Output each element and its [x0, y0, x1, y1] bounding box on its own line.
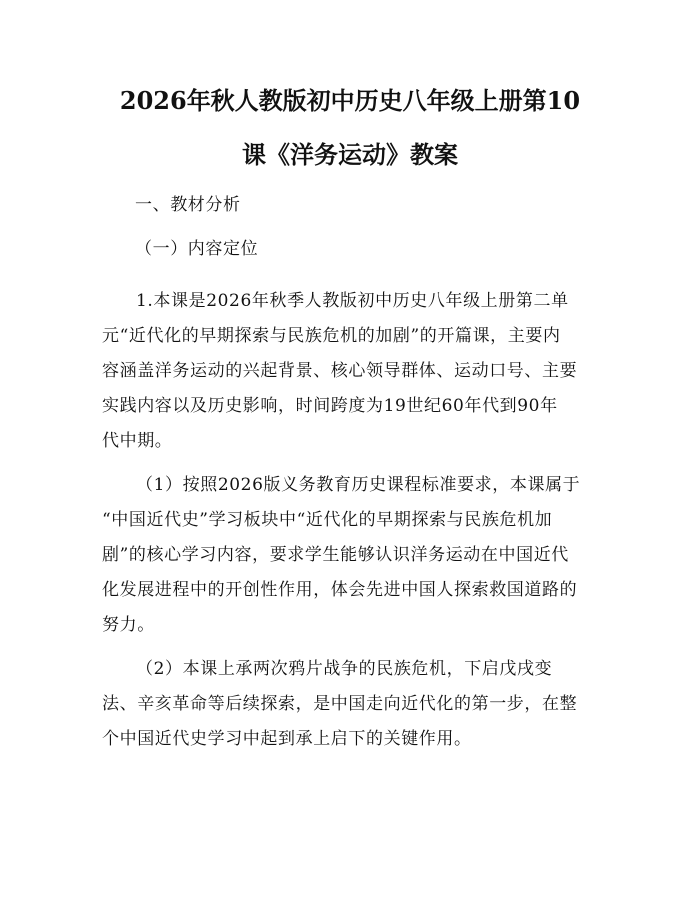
paragraph-3-line: （2）本课上承两次鸦片战争的民族危机，下启戊戌变 — [136, 659, 553, 679]
paragraph-1 — [102, 284, 602, 459]
paragraph-2-line: 化发展进程中的开创性作用，体会先进中国人探索救国道路的 — [102, 580, 578, 600]
paragraph-1-line: 1.本课是2026年秋季人教版初中历史八年级上册第二单 — [136, 291, 569, 311]
paragraph-1-line: 元“近代化的早期探索与民族危机的加剧”的开篇课，主要内 — [102, 326, 561, 346]
paragraph-1-line: 实践内容以及历史影响，时间跨度为19世纪60年代到90年 — [102, 396, 558, 416]
paragraph-3-line: 个中国近代史学习中起到承上启下的关键作用。 — [102, 729, 472, 749]
subsection-heading-content-positioning: （一）内容定位 — [135, 239, 259, 259]
paragraph-1-line: 代中期。 — [102, 431, 173, 451]
paragraph-3 — [102, 652, 602, 757]
paragraph-2-line: “中国近代史”学习板块中“近代化的早期探索与民族危机加 — [102, 510, 553, 530]
paragraph-2-line: 努力。 — [102, 615, 155, 635]
paragraph-2 — [102, 468, 602, 643]
paragraph-2-line: （1）按照2026版义务教育历史课程标准要求，本课属于 — [136, 475, 581, 495]
paragraph-2-line: 剧”的核心学习内容，要求学生能够认识洋务运动在中国近代 — [102, 545, 569, 565]
paragraph-3-line: 法、辛亥革命等后续探索，是中国走向近代化的第一步，在整 — [102, 694, 578, 714]
document-title-line-2: 课《洋务运动》教案 — [242, 140, 458, 169]
paragraph-1-line: 容涵盖洋务运动的兴起背景、核心领导群体、运动口号、主要 — [102, 361, 578, 381]
section-heading-textbook-analysis: 一、教材分析 — [135, 195, 241, 215]
document-title-line-1: 2026年秋人教版初中历史八年级上册第10 — [119, 86, 581, 115]
